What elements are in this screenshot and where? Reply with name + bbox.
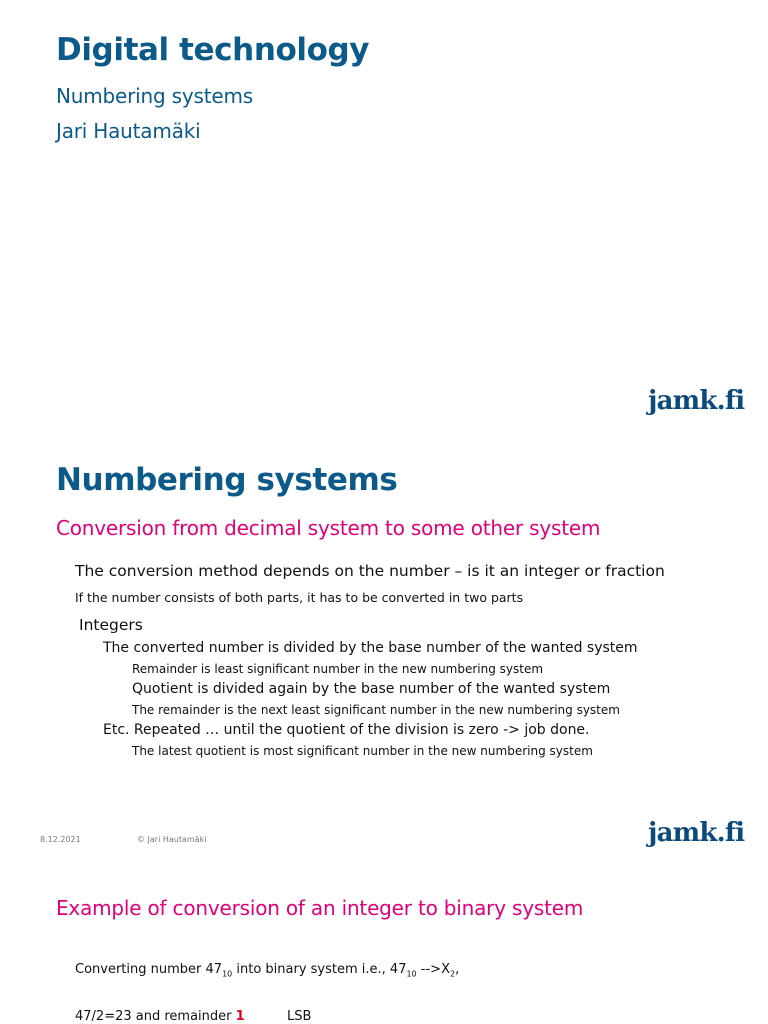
subscript: 10 xyxy=(222,969,233,979)
slide-author: Jari Hautamäki xyxy=(56,119,201,143)
slide-title xyxy=(0,0,768,432)
slide-example xyxy=(0,864,768,1024)
bullet-level1: The converted number is divided by the base number of the wanted system xyxy=(103,640,638,656)
bullet-level2: The remainder is the next least significant number in the new numbering system xyxy=(132,703,620,717)
text-line: The conversion method depends on the number – is it an integer or fraction xyxy=(75,562,665,580)
remainder-value: 1 xyxy=(235,1009,245,1024)
text-fragment: into binary system i.e., 47 xyxy=(232,962,407,977)
jamk-logo: jamk.fi xyxy=(648,818,745,848)
bullet-level2: Remainder is least significant number in the new numbering system xyxy=(132,662,544,676)
bullet-level2: The latest quotient is most significant number in the new numbering system xyxy=(132,744,593,758)
slide-subheading: Conversion from decimal system to some other system xyxy=(56,516,601,540)
subscript: 10 xyxy=(406,969,417,979)
slide-heading: Example of conversion of an integer to binary system xyxy=(56,896,584,920)
slide-numbering-systems xyxy=(0,432,768,864)
footer-date: 8.12.2021 xyxy=(40,835,81,844)
slide-subtitle: Numbering systems xyxy=(56,84,253,108)
bullet-level2: Quotient is divided again by the base number of the wanted system xyxy=(132,681,611,697)
text-line: If the number consists of both parts, it has to be converted in two parts xyxy=(75,590,524,605)
lsb-label: LSB xyxy=(287,1009,312,1024)
jamk-logo: jamk.fi xyxy=(648,386,745,416)
text-fragment: Converting number 47 xyxy=(75,962,223,977)
bullet-level1: Etc. Repeated … until the quotient of the division is zero -> job done. xyxy=(103,722,590,738)
slide-heading: Numbering systems xyxy=(56,462,398,498)
converting-line xyxy=(75,962,459,979)
step-text: 47/2=23 and remainder xyxy=(75,1009,236,1024)
footer-author: © Jari Hautamäki xyxy=(137,835,207,844)
text-fragment: -->X xyxy=(416,962,450,977)
integers-heading: Integers xyxy=(79,616,143,634)
text-fragment: , xyxy=(455,962,460,977)
slide-title-heading: Digital technology xyxy=(56,32,370,68)
subscript: 2 xyxy=(449,969,456,979)
step-line xyxy=(75,1009,245,1024)
